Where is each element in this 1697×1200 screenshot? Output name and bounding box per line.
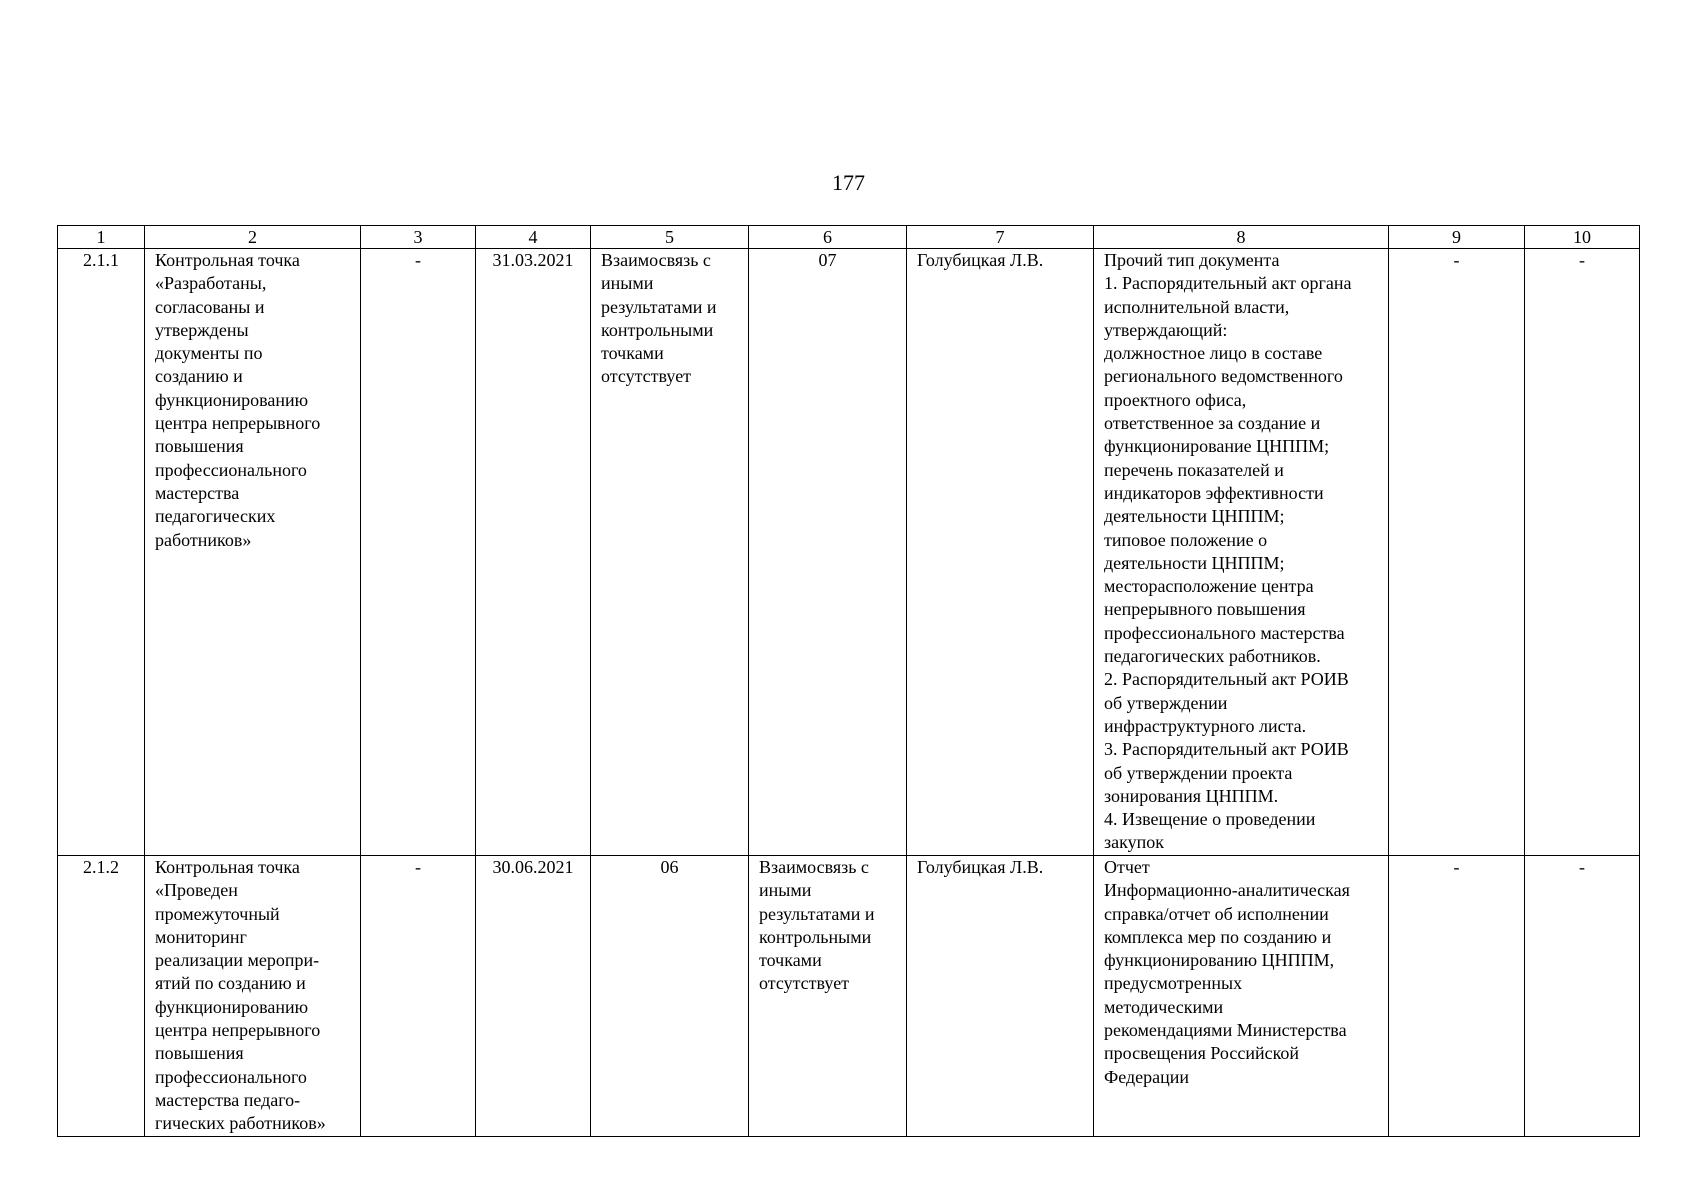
column-header: 6 bbox=[749, 226, 907, 249]
column-header: 3 bbox=[361, 226, 476, 249]
column-header: 5 bbox=[591, 226, 749, 249]
column-10-cell: - bbox=[1525, 856, 1640, 1137]
document-type-cell: Прочий тип документа 1. Распорядительный акт органа исполнительной власти, утверждающий: должностное лицо в составе регионального ведомственного проектного офиса, ответственное за создание и функционирование ЦНППМ; перечень показателей и индикаторов эффективности деятельности ЦНППМ; типовое положение о деятельности ЦНППМ; месторасположение центра непрерывного повышения профессионального мастерства педагогических работников. 2. Распорядительный акт РОИВ об утверждении инфраструктурного листа. 3. Распорядительный акт РОИВ об утверждении проекта зонирования ЦНППМ. 4. Извещение о проведении закупок bbox=[1094, 249, 1389, 856]
column-5-cell: 06 bbox=[591, 856, 749, 1137]
checkpoint-name-cell: Контрольная точка «Проведен промежуточный мониторинг реализации меропри- ятий по созданию и функционированию центра непрерывного повышения профессионального мастерства педаго- гических работников» bbox=[145, 856, 361, 1137]
column-3-cell: - bbox=[361, 249, 476, 856]
column-header: 4 bbox=[476, 226, 591, 249]
responsible-cell: Голубицкая Л.В. bbox=[907, 856, 1094, 1137]
column-header: 1 bbox=[58, 226, 145, 249]
document-type-cell: Отчет Информационно-аналитическая справка/отчет об исполнении комплекса мер по созданию и функционированию ЦНППМ, предусмотренных методическими рекомендациями Министерства просвещения Российской Федерации bbox=[1094, 856, 1389, 1137]
column-header: 2 bbox=[145, 226, 361, 249]
row-number-cell: 2.1.1 bbox=[58, 249, 145, 856]
column-10-cell: - bbox=[1525, 249, 1640, 856]
table-row bbox=[58, 856, 1640, 1137]
column-5-cell: Взаимосвязь с иными результатами и контрольными точками отсутствует bbox=[591, 249, 749, 856]
date-cell: 31.03.2021 bbox=[476, 249, 591, 856]
column-6-cell: 07 bbox=[749, 249, 907, 856]
column-header: 10 bbox=[1525, 226, 1640, 249]
responsible-cell: Голубицкая Л.В. bbox=[907, 249, 1094, 856]
date-cell: 30.06.2021 bbox=[476, 856, 591, 1137]
column-header-row bbox=[58, 226, 1640, 249]
column-6-cell: Взаимосвязь с иными результатами и контрольными точками отсутствует bbox=[749, 856, 907, 1137]
column-header: 9 bbox=[1389, 226, 1525, 249]
column-9-cell: - bbox=[1389, 856, 1525, 1137]
document-table bbox=[57, 225, 1640, 1137]
column-header: 7 bbox=[907, 226, 1094, 249]
page-number: 177 bbox=[832, 170, 865, 195]
column-9-cell: - bbox=[1389, 249, 1525, 856]
column-3-cell: - bbox=[361, 856, 476, 1137]
table-row bbox=[58, 249, 1640, 856]
column-header: 8 bbox=[1094, 226, 1389, 249]
row-number-cell: 2.1.2 bbox=[58, 856, 145, 1137]
checkpoint-name-cell: Контрольная точка «Разработаны, согласованы и утверждены документы по созданию и функционированию центра непрерывного повышения профессионального мастерства педагогических работников» bbox=[145, 249, 361, 856]
